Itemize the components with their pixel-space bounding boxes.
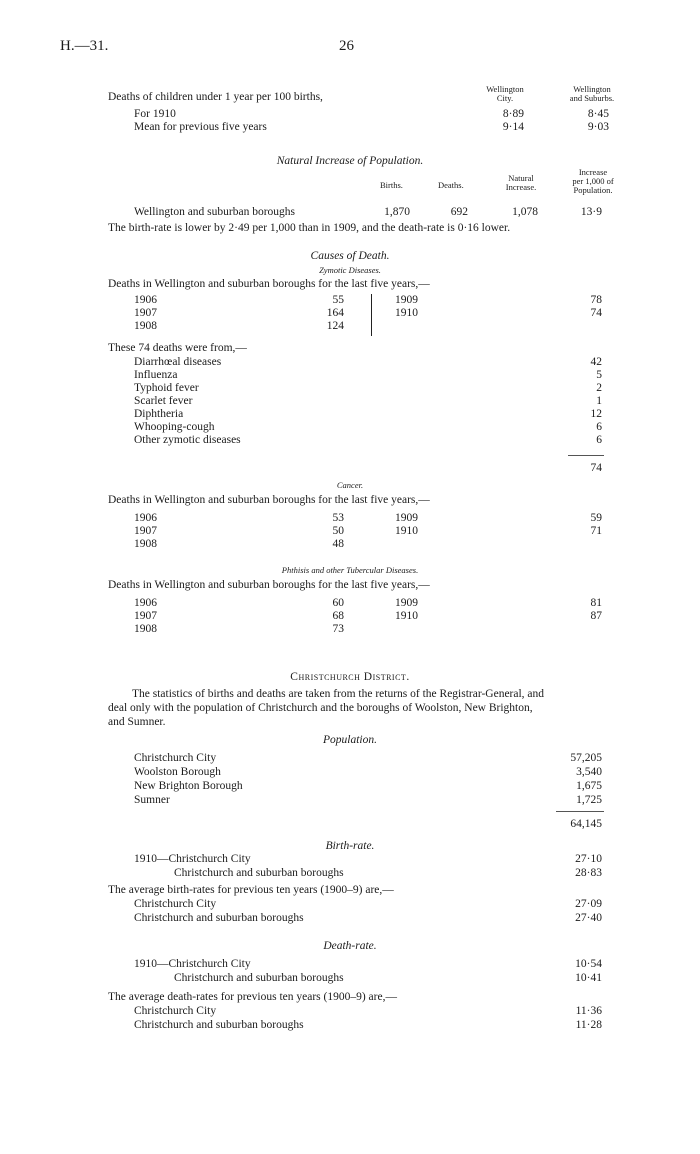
birth-rate-label: Christchurch and suburban boroughs [174, 867, 344, 879]
total-rule [556, 811, 604, 812]
phthisis-year: 1908 [134, 623, 157, 635]
population-value: 3,540 [576, 766, 602, 778]
zymotic-value: 74 [590, 307, 602, 319]
cancer-title: Cancer. [336, 480, 364, 490]
death-rate-value: 11·28 [575, 1019, 602, 1031]
cancer-year: 1909 [395, 512, 418, 524]
causes-title: Causes of Death. [310, 250, 390, 262]
christchurch-para-line: and Sumner. [108, 716, 166, 728]
phthisis-value: 81 [590, 597, 602, 609]
zymotic-year: 1906 [134, 294, 157, 306]
infant-row-label: Mean for previous five years [134, 121, 267, 133]
zymotic-value: 78 [590, 294, 602, 306]
death-rate-value: 10·41 [575, 972, 602, 984]
birth-rate-note: The birth-rate is lower by 2·49 per 1,000 than in 1909, and the death-rate is 0·16 lower. [108, 222, 511, 234]
infant-row-label: For 1910 [134, 108, 176, 120]
death-rate-value: 11·36 [575, 1005, 602, 1017]
zymotic-intro: Deaths in Wellington and suburban boroughs for the last five years,— [108, 278, 430, 290]
total-rule [568, 455, 604, 456]
population-name: New Brighton Borough [134, 780, 243, 792]
infant-mortality-label: Deaths of children under 1 year per 100 births, [108, 91, 323, 103]
phthisis-value: 73 [332, 623, 344, 635]
disease-count: 42 [590, 356, 602, 368]
infant-row-suburbs: 9·03 [587, 121, 609, 133]
natural-increase: 1,078 [512, 206, 538, 218]
infant-row-city: 8·89 [502, 108, 524, 120]
population-total: 64,145 [570, 818, 602, 830]
disease-name: Scarlet fever [134, 395, 193, 407]
population-value: 1,725 [576, 794, 602, 806]
disease-count: 5 [596, 369, 602, 381]
report-reference: H.—31. [60, 38, 109, 54]
death-rate-label: 1910—Christchurch City [134, 958, 251, 970]
birth-rate-value: 27·10 [575, 853, 602, 865]
cancer-intro: Deaths in Wellington and suburban boroughs for the last five years,— [108, 494, 430, 506]
population-name: Sumner [134, 794, 170, 806]
cancer-year: 1910 [395, 525, 418, 537]
zymotic-year: 1908 [134, 320, 157, 332]
population-title: Population. [323, 734, 377, 746]
death-rate-average-intro: The average death-rates for previous ten years (1900–9) are,— [108, 991, 397, 1003]
zymotic-value: 164 [326, 307, 344, 319]
col-header-deaths: Deaths. [438, 180, 464, 190]
cancer-value: 71 [590, 525, 602, 537]
col-header-wellington-city: Wellington City. [486, 84, 524, 103]
zymotic-value: 55 [332, 294, 344, 306]
cancer-year: 1908 [134, 538, 157, 550]
zymotic-year: 1907 [134, 307, 157, 319]
death-rate-label: Christchurch City [134, 1005, 217, 1017]
page-number: 26 [339, 38, 354, 54]
christchurch-para-line: The statistics of births and deaths are taken from the returns of the Registrar-General, and [132, 688, 545, 700]
zymotic-breakdown-intro: These 74 deaths were from,— [108, 342, 247, 354]
cancer-year: 1907 [134, 525, 157, 537]
birth-rate-label: Christchurch and suburban boroughs [134, 912, 304, 924]
phthisis-year: 1909 [395, 597, 418, 609]
birth-rate-value: 27·40 [575, 912, 602, 924]
disease-name: Diarrhœal diseases [134, 356, 222, 368]
population-name: Woolston Borough [134, 766, 221, 778]
natural-increase-title: Natural Increase of Population. [276, 155, 424, 167]
christchurch-para-line: deal only with the population of Christchurch and the boroughs of Woolston, New Brighton, [108, 702, 533, 714]
cancer-value: 59 [590, 512, 602, 524]
col-header-natural-increase: Natural Increase. [505, 173, 537, 192]
cancer-year: 1906 [134, 512, 157, 524]
disease-name: Influenza [134, 369, 178, 381]
disease-total: 74 [590, 462, 602, 474]
birth-rate-title: Birth-rate. [325, 840, 375, 852]
disease-name: Typhoid fever [134, 382, 199, 394]
population-value: 57,205 [570, 752, 602, 764]
population-name: Christchurch City [134, 752, 217, 764]
cancer-value: 53 [332, 512, 344, 524]
disease-count: 6 [596, 434, 602, 446]
disease-count: 1 [596, 395, 602, 407]
phthisis-year: 1906 [134, 597, 157, 609]
zymotic-subtitle: Zymotic Diseases. [319, 265, 381, 275]
phthisis-title: Phthisis and other Tubercular Diseases. [281, 565, 419, 575]
natural-per-1000: 13·9 [580, 206, 602, 218]
natural-deaths: 692 [450, 206, 468, 218]
zymotic-value: 124 [326, 320, 344, 332]
birth-rate-value: 27·09 [575, 898, 602, 910]
disease-count: 6 [596, 421, 602, 433]
phthisis-year: 1907 [134, 610, 157, 622]
col-header-increase-per-1000: Increase per 1,000 of Population. [572, 167, 614, 195]
zymotic-year: 1909 [395, 294, 418, 306]
birth-rate-label: 1910—Christchurch City [134, 853, 251, 865]
col-header-births: Births. [380, 180, 403, 190]
death-rate-label: Christchurch and suburban boroughs [134, 1019, 304, 1031]
birth-rate-label: Christchurch City [134, 898, 217, 910]
population-value: 1,675 [576, 780, 602, 792]
death-rate-title: Death-rate. [323, 940, 377, 952]
column-divider [371, 294, 372, 336]
phthisis-value: 87 [590, 610, 602, 622]
phthisis-value: 60 [332, 597, 344, 609]
disease-count: 2 [596, 382, 602, 394]
cancer-value: 50 [332, 525, 344, 537]
infant-row-city: 9·14 [502, 121, 524, 133]
cancer-value: 48 [332, 538, 344, 550]
phthisis-value: 68 [332, 610, 344, 622]
phthisis-year: 1910 [395, 610, 418, 622]
disease-name: Diphtheria [134, 408, 184, 420]
birth-rate-average-intro: The average birth-rates for previous ten years (1900–9) are,— [108, 884, 394, 896]
infant-row-suburbs: 8·45 [587, 108, 609, 120]
disease-name: Whooping-cough [134, 421, 215, 433]
christchurch-title: Christchurch District. [290, 671, 410, 683]
phthisis-intro: Deaths in Wellington and suburban boroughs for the last five years,— [108, 579, 430, 591]
death-rate-value: 10·54 [575, 958, 602, 970]
natural-row-label: Wellington and suburban boroughs [134, 206, 296, 218]
disease-name: Other zymotic diseases [134, 434, 241, 446]
birth-rate-value: 28·83 [575, 867, 602, 879]
disease-count: 12 [590, 408, 602, 420]
death-rate-label: Christchurch and suburban boroughs [174, 972, 344, 984]
col-header-wellington-suburbs: Wellington and Suburbs. [569, 84, 615, 103]
zymotic-year: 1910 [395, 307, 418, 319]
natural-births: 1,870 [384, 206, 410, 218]
